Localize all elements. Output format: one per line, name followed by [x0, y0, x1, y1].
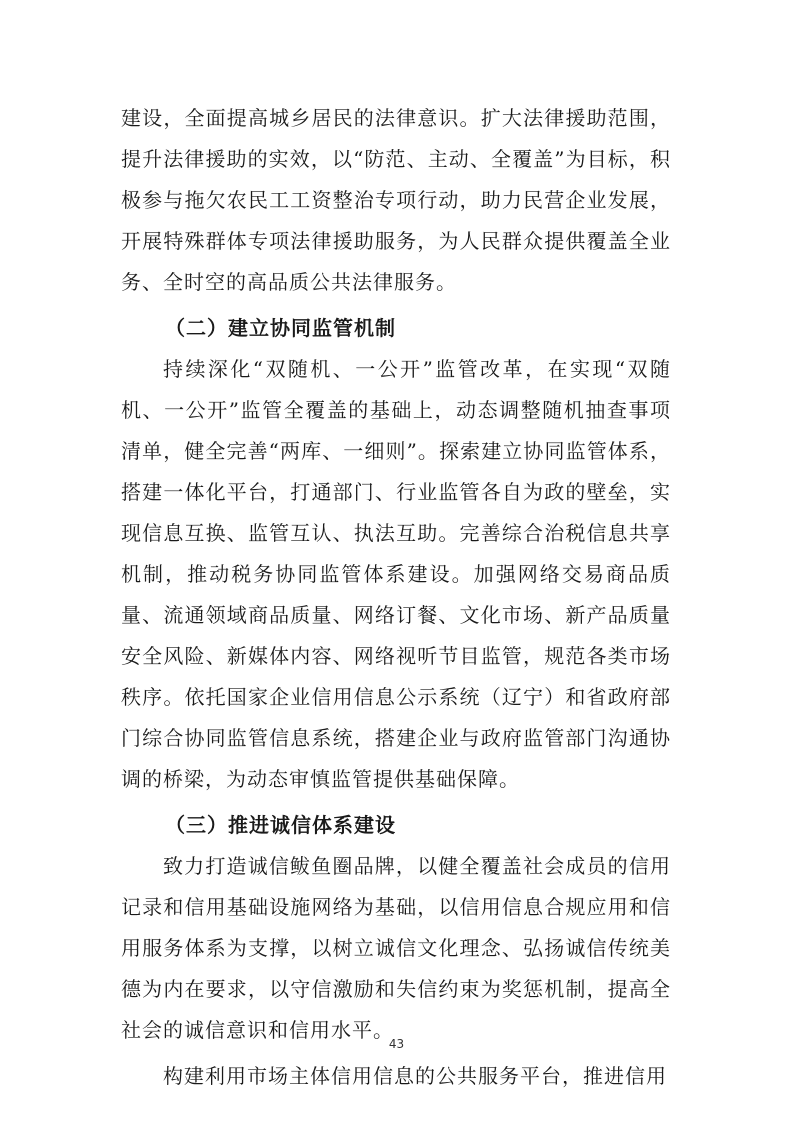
- page-number: 43: [388, 1037, 405, 1051]
- section-heading-collaborative-supervision: （二）建立协同监管机制: [165, 316, 396, 340]
- section-heading-credit-system: （三）推进诚信体系建设: [165, 813, 396, 837]
- document-body: [121, 98, 671, 1097]
- paragraph-credit-platform: 构建利用市场主体信用信息的公共服务平台，推进信用: [163, 1064, 667, 1088]
- paragraph-credit-brand: 致力打造诚信鲅鱼圈品牌，以健全覆盖社会成员的信用记录和信用基础设施网络为基础，以信用信息合规应用和信用服务体系为支撑，以树立诚信文化理念、弘扬诚信传统美德为内在要求，以守信激励和失信约束为奖惩机制，提高全社会的诚信意识和信用水平。: [121, 854, 671, 1042]
- paragraph-collaborative-supervision: 持续深化“双随机、一公开”监管改革，在实现“双随机、一公开”监管全覆盖的基础上，动态调整随机抽查事项清单，健全完善“两库、一细则”。探索建立协同监管体系，搭建一体化平台，打通部门、行业监管各自为政的壁垒，实现信息互换、监管互认、执法互助。完善综合治税信息共享机制，推动税务协同监管体系建设。加强网络交易商品质量、流通领域商品质量、网络订餐、文化市场、新产品质量安全风险、新媒体内容、网络视听节目监管，规范各类市场秩序。依托国家企业信用信息公示系统（辽宁）和省政府部门综合协同监管信息系统，搭建企业与政府监管部门沟通协调的桥梁，为动态审慎监管提供基础保障。: [121, 357, 671, 791]
- paragraph-legal-aid: 建设，全面提高城乡居民的法律意识。扩大法律援助范围，提升法律援助的实效，以“防范、主动、全覆盖”为目标，积极参与拖欠农民工工资整治专项行动，助力民营企业发展，开展特殊群体专项法律援助服务，为人民群众提供覆盖全业务、全时空的高品质公共法律服务。: [121, 106, 671, 294]
